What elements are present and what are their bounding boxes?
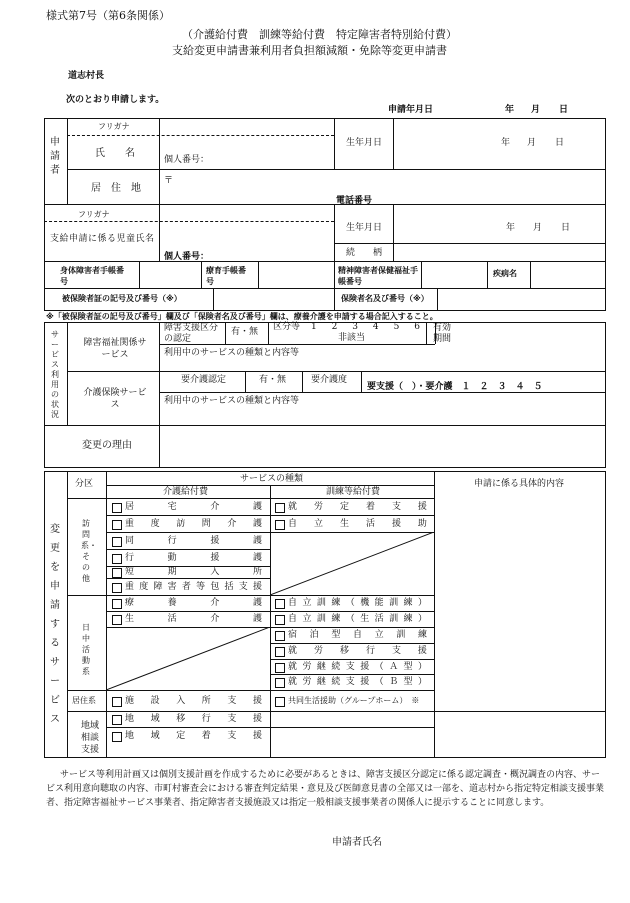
- grade-2: 2: [331, 322, 338, 332]
- care-level-label: 要介護度: [311, 375, 348, 385]
- group-consult-label: 地域相談支援: [80, 721, 99, 755]
- checkbox-shuro-keizoku-b[interactable]: [275, 678, 427, 688]
- doko-engo-label: 同 行 援 護: [125, 536, 262, 546]
- shukuhaku-kunren-label: 宿 泊 型 自 立 訓 練: [288, 630, 427, 640]
- disease-label: 疾病名: [493, 269, 517, 278]
- form-number: 様式第7号（第6条関係）: [46, 9, 170, 22]
- kunren-header: 訓練等給付費: [326, 487, 381, 497]
- applicant-address-label: 居 住 地: [91, 183, 141, 194]
- judo-homon-kaigo-label: 重 度 訪 問 介 護: [125, 519, 262, 529]
- detail-header: 申請に係る具体的内容: [474, 479, 565, 489]
- valid-period-label: 有効期間: [433, 323, 452, 344]
- chiiki-teichaku-label: 地 域 定 着 支 援: [125, 731, 262, 741]
- checkbox-kyotaku-kaigo[interactable]: [112, 503, 262, 513]
- child-personal-no-label: 個人番号：: [164, 252, 210, 262]
- ryoyo-kaigo-label: 療 養 介 護: [125, 598, 262, 608]
- checkbox-doko-engo[interactable]: [112, 537, 262, 547]
- application-date-label: 申請年月日: [388, 105, 434, 115]
- checkbox-kodo-engo[interactable]: [112, 554, 262, 564]
- seikatsu-kunren-label: 自 立 訓 練 （ 生 活 訓 練 ）: [288, 614, 427, 624]
- mental-card-label: 精神障害者保健福祉手帳番号: [338, 266, 418, 286]
- group-home-label: 共同生活援助（グループホーム） ※: [288, 696, 420, 705]
- care-cert-label: 要介護認定: [181, 375, 227, 385]
- addressee: 道志村長: [68, 71, 105, 81]
- service-types-header: サービスの種類: [240, 474, 304, 484]
- child-furigana-label: フリガナ: [78, 210, 110, 219]
- applicant-birth-label: 生年月日: [346, 138, 383, 148]
- rehab-card-label: 療育手帳番号: [206, 266, 246, 286]
- checkbox-group-home[interactable]: [275, 697, 419, 707]
- checkbox-shuro-keizoku-a[interactable]: [275, 663, 427, 673]
- checkbox-judo-homon-kaigo[interactable]: [112, 520, 262, 530]
- insured-note: ※「被保険者証の記号及び番号」欄及び「保険者名及び番号」欄は、療養介護を申請する場合記入すること。: [46, 312, 438, 321]
- change-section-label: 変更を申請するサービス: [50, 524, 60, 725]
- postal-mark: 〒: [164, 176, 174, 186]
- care-level-options: 要支援（ ）・要介護 １ ２ ３ ４ ５: [367, 382, 543, 392]
- day-diagonal: [106, 627, 270, 690]
- grade-1: 1: [311, 322, 317, 332]
- shisetsu-nyusho-label: 施 設 入 所 支 援: [125, 696, 262, 706]
- child-birth-month: 月: [533, 223, 543, 233]
- checkbox-chiiki-teichaku[interactable]: [112, 732, 262, 742]
- checkbox-seikatsu-kunren[interactable]: [275, 615, 427, 625]
- signature-label: 申請者氏名: [332, 837, 382, 848]
- applicant-personal-no-label: 個人番号：: [164, 155, 210, 165]
- judo-hokatsu-label: 重 度 障 害 者 等 包 括 支 援: [125, 582, 262, 592]
- form-subtitle: （介護給付費 訓練等給付費 特定障害者特別給付費）: [182, 28, 457, 41]
- tanki-nyusho-label: 短 期 入 所: [125, 567, 262, 577]
- insurer-label: 保険者名及び番号（※）: [341, 294, 429, 303]
- grade-5: 5: [393, 322, 400, 332]
- checkbox-ryoyo-kaigo[interactable]: [112, 599, 262, 609]
- checkbox-tanki-nyusho[interactable]: [112, 568, 262, 578]
- child-name-label: 支給申請に係る児童氏名: [50, 234, 154, 244]
- category-header: 分区: [75, 479, 94, 489]
- child-birth-day: 日: [561, 223, 571, 233]
- seikatsu-kaigo-label: 生 活 介 護: [125, 614, 262, 624]
- kyotaku-kaigo-label: 居 宅 介 護: [125, 502, 262, 512]
- cert-yes-no: 有・無: [231, 327, 259, 337]
- grade-options: [311, 323, 420, 332]
- group-home-label: 居住系: [72, 696, 96, 705]
- form-title: 支給変更申請書兼利用者負担額減額・免除等変更申請書: [172, 44, 447, 57]
- welfare-service-label: 障害福祉関係サービス: [83, 338, 147, 360]
- current-welfare-services-label: 利用中のサービスの種類と内容等: [164, 348, 300, 358]
- shuro-keizoku-b-label: 就 労 継 続 支 援 （ Ｂ 型 ）: [288, 677, 427, 687]
- shuro-teichaku-label: 就 労 定 着 支 援: [288, 502, 427, 512]
- intro-text: 次のとおり申請します。: [66, 95, 165, 105]
- care-yes-no: 有・無: [259, 375, 287, 385]
- date-month: 月: [531, 105, 541, 115]
- date-year: 年: [505, 105, 515, 115]
- kaigo-header: 介護給付費: [163, 487, 209, 497]
- kino-kunren-label: 自 立 訓 練 （ 機 能 訓 練 ）: [288, 598, 427, 608]
- applicant-birth-day: 日: [555, 138, 565, 148]
- phone-label: 電話番号: [336, 196, 373, 206]
- applicant-birth-year: 年: [501, 138, 511, 148]
- checkbox-chiiki-iko[interactable]: [112, 715, 262, 725]
- not-applicable-label: 非該当: [338, 333, 366, 343]
- grade-6: 6: [414, 322, 420, 332]
- checkbox-judo-hokatsu[interactable]: [112, 583, 262, 593]
- checkbox-shuro-iko[interactable]: [275, 647, 427, 657]
- child-relation-label: 続 柄: [346, 248, 383, 258]
- checkbox-kino-kunren[interactable]: [275, 599, 427, 609]
- grade-4: 4: [372, 322, 379, 332]
- checkbox-seikatsu-kaigo[interactable]: [112, 615, 262, 625]
- checkbox-shukuhaku-kunren[interactable]: [275, 631, 427, 641]
- shuro-iko-label: 就 労 移 行 支 援: [288, 646, 427, 656]
- support-cert-label: 障害支援区分の認定: [164, 323, 219, 344]
- applicant-name-label: 氏 名: [95, 148, 135, 159]
- visit-diagonal: [270, 532, 434, 595]
- insured-sign-label: 被保険者証の記号及び番号（※）: [62, 294, 182, 303]
- service-use-section-label: サービス利用の状況: [51, 330, 59, 419]
- applicant-birth-month: 月: [527, 138, 537, 148]
- checkbox-shuro-teichaku[interactable]: [275, 503, 427, 513]
- group-visit-label: 訪問系・その他: [81, 519, 97, 583]
- jiritsu-seikatsu-enjo-label: 自 立 生 活 援 助: [288, 519, 427, 529]
- care-insurance-label: 介護保険サービス: [83, 388, 147, 410]
- child-birth-year: 年: [506, 223, 516, 233]
- applicant-furigana-label: フリガナ: [98, 122, 130, 131]
- checkbox-shisetsu-nyusho[interactable]: [112, 697, 262, 707]
- grade-label: 区分等: [273, 322, 301, 332]
- checkbox-jiritsu-seikatsu-enjo[interactable]: [275, 520, 427, 530]
- current-care-services-label: 利用中のサービスの種類と内容等: [164, 396, 300, 406]
- shuro-keizoku-a-label: 就 労 継 続 支 援 （ Ａ 型 ）: [288, 662, 427, 672]
- date-day: 日: [559, 105, 569, 115]
- chiiki-iko-label: 地 域 移 行 支 援: [125, 714, 262, 724]
- consent-text: サービス等利用計画又は個別支援計画を作成するために必要があるときは、障害支援区分認定に係る認定調査・概況調査の内容、サービス利用意向聴取の内容、市町村審査会における審査判定結果・意見及び医師意見書の全部又は一部を、道志村から指定特定相談支援事業者、指定障害福祉サービス事業者、指定障害者支援施設又は指定一般相談支援事業者の関係人に提示することに同意します。: [46, 770, 605, 808]
- change-reason-label: 変更の理由: [82, 440, 132, 451]
- applicant-section-label: 申請者: [50, 137, 60, 176]
- group-day-label: 日中活動系: [82, 623, 90, 676]
- physical-card-label: 身体障害者手帳番号: [60, 266, 124, 286]
- grade-3: 3: [352, 322, 359, 332]
- kodo-engo-label: 行 動 援 護: [125, 553, 262, 563]
- child-birth-label: 生年月日: [346, 223, 383, 233]
